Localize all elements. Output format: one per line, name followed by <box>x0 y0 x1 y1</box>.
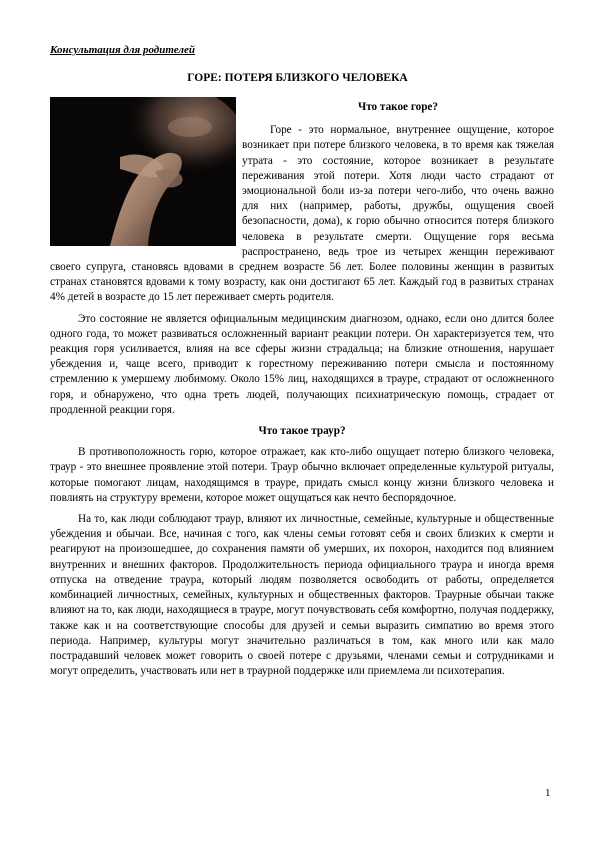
paragraph: В противоположность горю, которое отражает, как кто-либо ощущает потерю близкого человека, траур - это внешнее проявление этой потери. Траур обычно включает определенные культурой ритуалы, которые помогают лицам, находящимся в трауре, придать смысл концу жизни близкого человека и повлиять на структуру времени, которое может ощущаться как нечто беспорядочное. <box>50 446 554 504</box>
page-number: 1 <box>545 787 551 799</box>
section-heading-mourning: Что такое траур? <box>258 425 346 438</box>
header-label: Консультация для родителей <box>50 44 196 56</box>
document-title: ГОРЕ: ПОТЕРЯ БЛИЗКОГО ЧЕЛОВЕКА <box>187 72 408 84</box>
photo-placeholder <box>50 92 242 248</box>
paragraph: На то, как люди соблюдают траур, влияют их личностные, семейные, культурные и общественные убеждения и обычаи. Все, начиная с того, как члены семьи готовят себя и своих близких к смерти и реагируют на произошедшее, до сохранения памяти об умерших, их похорон, находится под влиянием внутренних и внешних факторов. Продолжительность периода официального траура и иногда время отпуска на отведение траура, который людям позволяется освободить от работы, определяется комбинацией личностных, семейных, культурных и общественных факторов. Траурные обычаи также влияют на то, как люди, находящиеся в трауре, могут почувствовать себя комфортно, получая поддержку, также как и на соответствующие способы для друзей и семьи выразить симпатию во время этого периода. Например, культуры могут значительно различаться в том, как много или как мало пострадавший человек может говорить о своей потере с друзьями, членами семьи и сотрудниками и могут определить, участвовать или нет в траурной поддержке или приемлема ли психотерапия. <box>50 513 554 678</box>
section-heading-grief: Что такое горе? <box>357 101 438 113</box>
paragraph: Горе - это нормальное, внутреннее ощущение, которое возникает при потере близкого человека, в то время как тяжелая утрата - это состояние, которое возникает в результате переживания этой потери. Хотя люди часто страдают от эмоциональной боли из-за потери чего-либо, что очень важно для них (например, работы, дружбы, ощущения своей безопасности, дома), к горю обычно относится потеря близкого человека в результате смерти. Ощущение горя весьма распространено, ведь трое из четырех женщин переживают своего супруга, становясь вдовами в среднем возрасте 56 лет. Более половины женщин в развитых странах становятся вдовами к тому возрасту, как они достигают 65 лет. Каждый год в развитых странах 4% детей в возрасте до 15 лет переживает смерть родителя. <box>50 124 554 304</box>
paragraph: Это состояние не является официальным медицинским диагнозом, однако, если оно длится более одного года, то может развиваться осложненный вариант реакции потери. Он характеризуется тем, что реакция горя усиливается, влияя на все сферы жизни страдальца; на близкие отношения, нарушает убеждения и, чаще всего, приводит к горестному переживанию потери смысла и постоянному стремлению к умершему любимому. Около 15% лиц, находящихся в трауре, страдают от осложненного горя, и обнаружено, что одна треть людей, получающих психиатрическую помощь, страдает от продленной реакции горя. <box>50 312 554 416</box>
document-body <box>50 92 554 685</box>
